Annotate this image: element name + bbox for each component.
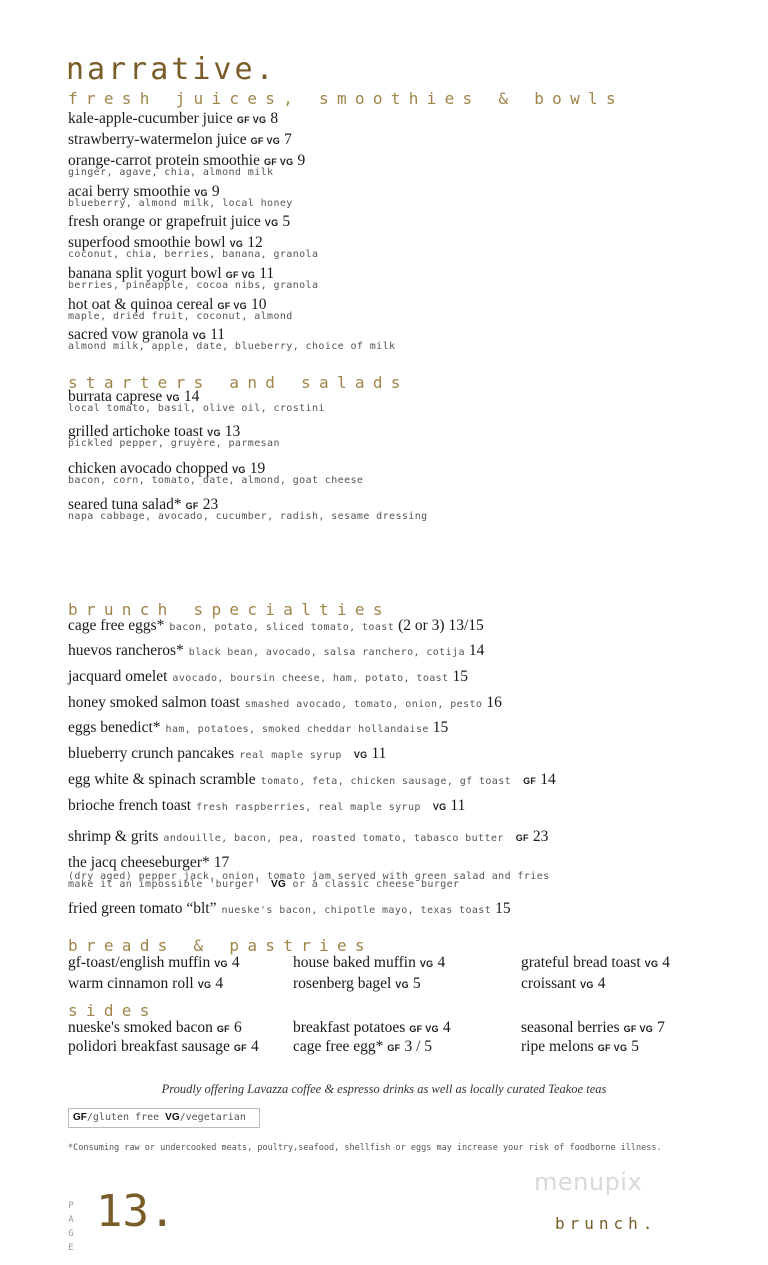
legend-gf: GF — [73, 1112, 87, 1123]
item-name: cage free eggs* — [68, 617, 165, 634]
item-price: 17 — [213, 854, 230, 871]
menu-item — [68, 131, 292, 149]
item-tags: GF — [523, 776, 537, 786]
item-name: honey smoked salmon toast — [68, 694, 240, 711]
sides-item — [521, 1038, 639, 1056]
item-price: 15 — [495, 900, 511, 917]
coffee-note: Proudly offering Lavazza coffee & espresso drinks as well as locally curated Teakoe teas — [161, 1082, 607, 1096]
item-tags: GF VG — [217, 301, 247, 311]
item-price: 4 — [231, 954, 240, 971]
item-name: chicken avocado chopped — [68, 460, 229, 477]
item-price: 14 — [540, 771, 556, 788]
item-name: seasonal berries — [521, 1019, 620, 1036]
breads-item — [521, 975, 605, 993]
item-tags: VG — [166, 393, 180, 403]
item-desc: nueske's bacon, chipotle mayo, texas toast — [221, 905, 492, 916]
menu-item — [68, 234, 318, 260]
item-name: fresh orange or grapefruit juice — [68, 213, 261, 230]
dietary-legend — [68, 1108, 260, 1128]
watermark: menupix — [534, 1168, 643, 1196]
item-price: 15 — [432, 719, 449, 736]
item-name: egg white & spinach scramble — [68, 771, 256, 788]
menu-item — [68, 745, 386, 763]
item-price: 9 — [297, 152, 306, 169]
item-price: 4 — [442, 1019, 451, 1036]
item-name: burrata caprese — [68, 388, 163, 405]
item-name: seared tuna salad* — [68, 496, 182, 513]
section-heading-starters: starters and salads — [68, 373, 409, 392]
menu-item — [68, 110, 278, 128]
item-name: the jacq cheeseburger* — [68, 854, 210, 871]
item-price: 15 — [452, 668, 469, 685]
logo: narrative. — [66, 52, 277, 87]
item-name: eggs benedict* — [68, 719, 161, 736]
item-tags: GF VG — [263, 157, 294, 167]
sides-item — [68, 1019, 242, 1037]
item-desc: almond milk, apple, date, blueberry, choice of milk — [68, 341, 396, 352]
item-desc: maple, dried fruit, coconut, almond — [68, 311, 293, 322]
item-desc-2b: or a classic cheese burger — [292, 879, 460, 890]
item-price: 4 — [662, 954, 670, 971]
item-desc: tomato, feta, chicken sausage, gf toast — [260, 776, 512, 787]
item-tags: VG — [264, 218, 279, 228]
menu-item — [68, 617, 484, 635]
item-tags: GF VG — [623, 1024, 654, 1034]
section-heading-juices: fresh juices, smoothies & bowls — [68, 89, 624, 108]
item-desc: fresh raspberries, real maple syrup — [196, 802, 421, 813]
item-tags: GF VG — [409, 1024, 439, 1034]
item-name: fried green tomato “blt” — [68, 900, 217, 917]
item-tags: GF — [387, 1043, 401, 1053]
item-tags: GF — [216, 1024, 230, 1034]
item-desc: (dry aged) pepper jack, onion, tomato jam served with green salad and fries — [68, 871, 550, 882]
item-name: kale-apple-cucumber juice — [68, 110, 233, 127]
item-desc: black bean, avocado, salsa ranchero, cotija — [188, 647, 465, 658]
breads-item — [68, 954, 240, 972]
item-desc: bacon, potato, sliced tomato, toast — [169, 622, 395, 633]
item-tags: VG — [192, 331, 207, 341]
item-name: acai berry smoothie — [68, 183, 191, 200]
breads-item — [521, 954, 670, 972]
item-tags: VG — [214, 959, 228, 969]
item-name: rosenberg bagel — [293, 975, 392, 992]
item-price: 4 — [437, 954, 446, 971]
item-price: 11 — [450, 797, 466, 814]
menu-item-blt — [68, 900, 511, 918]
sides-item — [293, 1038, 432, 1056]
item-tags: GF VG — [597, 1043, 628, 1053]
item-tags: GF VG — [236, 115, 267, 125]
item-price: 23 — [202, 496, 219, 513]
item-tags: GF VG — [250, 136, 281, 146]
food-safety-warning: *Consuming raw or undercooked meats, poultry,seafood, shellfish or eggs may increase your risk of foodborne illness. — [68, 1143, 662, 1153]
menu-item — [68, 828, 548, 846]
item-price: 19 — [249, 460, 266, 477]
legend-vg: VG — [165, 1112, 180, 1123]
item-price: 23 — [532, 828, 549, 845]
item-desc: bacon, corn, tomato, date, almond, goat cheese — [68, 475, 364, 486]
menu-item — [68, 213, 290, 231]
section-heading-sides: sides — [68, 1001, 158, 1020]
item-tags: VG — [194, 188, 208, 198]
item-name: gf-toast/english muffin — [68, 954, 211, 971]
item-name: house baked muffin — [293, 954, 416, 971]
item-name: jacquard omelet — [68, 668, 168, 685]
item-name: ripe melons — [521, 1038, 594, 1055]
menu-item — [68, 326, 395, 352]
item-tags: VG — [580, 980, 594, 990]
item-tags: GF VG — [225, 270, 256, 280]
item-name: polidori breakfast sausage — [68, 1038, 230, 1055]
menu-item — [68, 797, 465, 815]
item-desc: coconut, chia, berries, banana, granola — [68, 249, 319, 260]
menu-item — [68, 423, 280, 449]
menu-item — [68, 296, 293, 322]
menu-item — [68, 460, 363, 486]
sides-item — [68, 1038, 259, 1056]
menu-item-cheeseburger — [68, 854, 550, 890]
item-desc: blueberry, almond milk, local honey — [68, 198, 293, 209]
item-desc: smashed avocado, tomato, onion, pesto — [244, 699, 483, 710]
item-price: 5 — [282, 213, 291, 230]
sides-item — [293, 1019, 451, 1037]
item-name: orange-carrot protein smoothie — [68, 152, 260, 169]
item-tags: GF — [185, 501, 199, 511]
item-name: croissant — [521, 975, 577, 992]
page-number: 13. — [96, 1186, 176, 1237]
breads-item — [68, 975, 223, 993]
item-name: grateful bread toast — [521, 954, 641, 971]
item-price: 6 — [233, 1019, 242, 1036]
item-price: 5 — [412, 975, 421, 992]
menu-item — [68, 496, 428, 522]
item-desc: andouille, bacon, pea, roasted tomato, tabasco butter — [163, 833, 504, 844]
menu-item — [68, 265, 318, 291]
item-price: 8 — [270, 110, 279, 127]
item-name: huevos rancheros* — [68, 642, 184, 659]
item-price: 13 — [224, 423, 241, 440]
footer-brunch: brunch. — [555, 1214, 658, 1233]
menu-item — [68, 771, 556, 789]
menu-item — [68, 719, 448, 737]
item-price: 10 — [251, 296, 267, 313]
item-name: grilled artichoke toast — [68, 423, 204, 440]
item-desc: pickled pepper, gruyère, parmesan — [68, 438, 280, 449]
section-heading-breads: breads & pastries — [68, 936, 373, 955]
item-desc: local tomato, basil, olive oil, crostini — [68, 403, 325, 414]
breads-item — [293, 954, 445, 972]
menu-item — [68, 183, 293, 209]
item-name: hot oat & quinoa cereal — [68, 296, 214, 313]
item-price: 12 — [247, 234, 263, 251]
item-tags: VG — [419, 959, 434, 969]
item-name: brioche french toast — [68, 797, 192, 814]
breads-item — [293, 975, 421, 993]
item-tags: VG — [232, 465, 246, 475]
item-name: blueberry crunch pancakes — [68, 745, 235, 762]
page-label — [66, 1199, 76, 1255]
item-name: shrimp & grits — [68, 828, 159, 845]
item-desc: avocado, boursin cheese, ham, potato, toast — [172, 673, 449, 684]
item-tags: GF — [515, 833, 529, 843]
item-name: sacred vow granola — [68, 326, 189, 343]
item-name: superfood smoothie bowl — [68, 234, 226, 251]
sides-item — [521, 1019, 665, 1037]
item-tags: VG — [432, 802, 447, 812]
item-price: 11 — [259, 265, 275, 282]
item-price: (2 or 3) 13/15 — [398, 617, 484, 634]
item-price: 5 — [631, 1038, 640, 1055]
item-tags: VG — [207, 428, 221, 438]
item-name: strawberry-watermelon juice — [68, 131, 247, 148]
item-tags: GF — [233, 1043, 247, 1053]
item-desc: berries, pineapple, cocoa nibs, granola — [68, 280, 319, 291]
item-name: breakfast potatoes — [293, 1019, 406, 1036]
item-price: 4 — [597, 975, 606, 992]
menu-item — [68, 152, 305, 178]
page-label-text: P A G E — [68, 1201, 74, 1253]
item-price: 7 — [284, 131, 292, 148]
item-price: 9 — [211, 183, 220, 200]
menu-item — [68, 694, 502, 712]
item-price: 3 / 5 — [404, 1038, 433, 1055]
item-desc: ginger, agave, chia, almond milk — [68, 167, 274, 178]
item-name: banana split yogurt bowl — [68, 265, 222, 282]
item-tags: VG — [395, 980, 409, 990]
item-tags: VG — [271, 879, 287, 890]
item-tags: VG — [229, 239, 244, 249]
item-price: 14 — [468, 642, 485, 659]
item-desc-2a: make it an impossible 'burger' — [68, 879, 261, 890]
item-name: warm cinnamon roll — [68, 975, 194, 992]
legend-vg-text: /vegetarian — [179, 1112, 246, 1123]
menu-item — [68, 388, 325, 414]
item-price: 11 — [210, 326, 226, 343]
item-desc: ham, potatoes, smoked cheddar hollandaise — [165, 724, 429, 735]
item-name: nueske's smoked bacon — [68, 1019, 213, 1036]
item-name: cage free egg* — [293, 1038, 384, 1055]
menu-item — [68, 668, 468, 686]
item-price: 16 — [486, 694, 502, 711]
item-desc: napa cabbage, avocado, cucumber, radish, sesame dressing — [68, 511, 428, 522]
item-tags: VG — [353, 750, 368, 760]
legend-gf-text: /gluten free — [86, 1112, 166, 1123]
item-tags: VG — [197, 980, 212, 990]
item-price: 7 — [657, 1019, 665, 1036]
menu-item — [68, 642, 484, 660]
section-heading-brunch: brunch specialties — [68, 600, 391, 619]
item-price: 11 — [371, 745, 387, 762]
item-price: 14 — [183, 388, 200, 405]
item-tags: VG — [644, 959, 659, 969]
item-price: 4 — [215, 975, 224, 992]
item-desc: real maple syrup — [239, 750, 342, 761]
item-price: 4 — [250, 1038, 259, 1055]
